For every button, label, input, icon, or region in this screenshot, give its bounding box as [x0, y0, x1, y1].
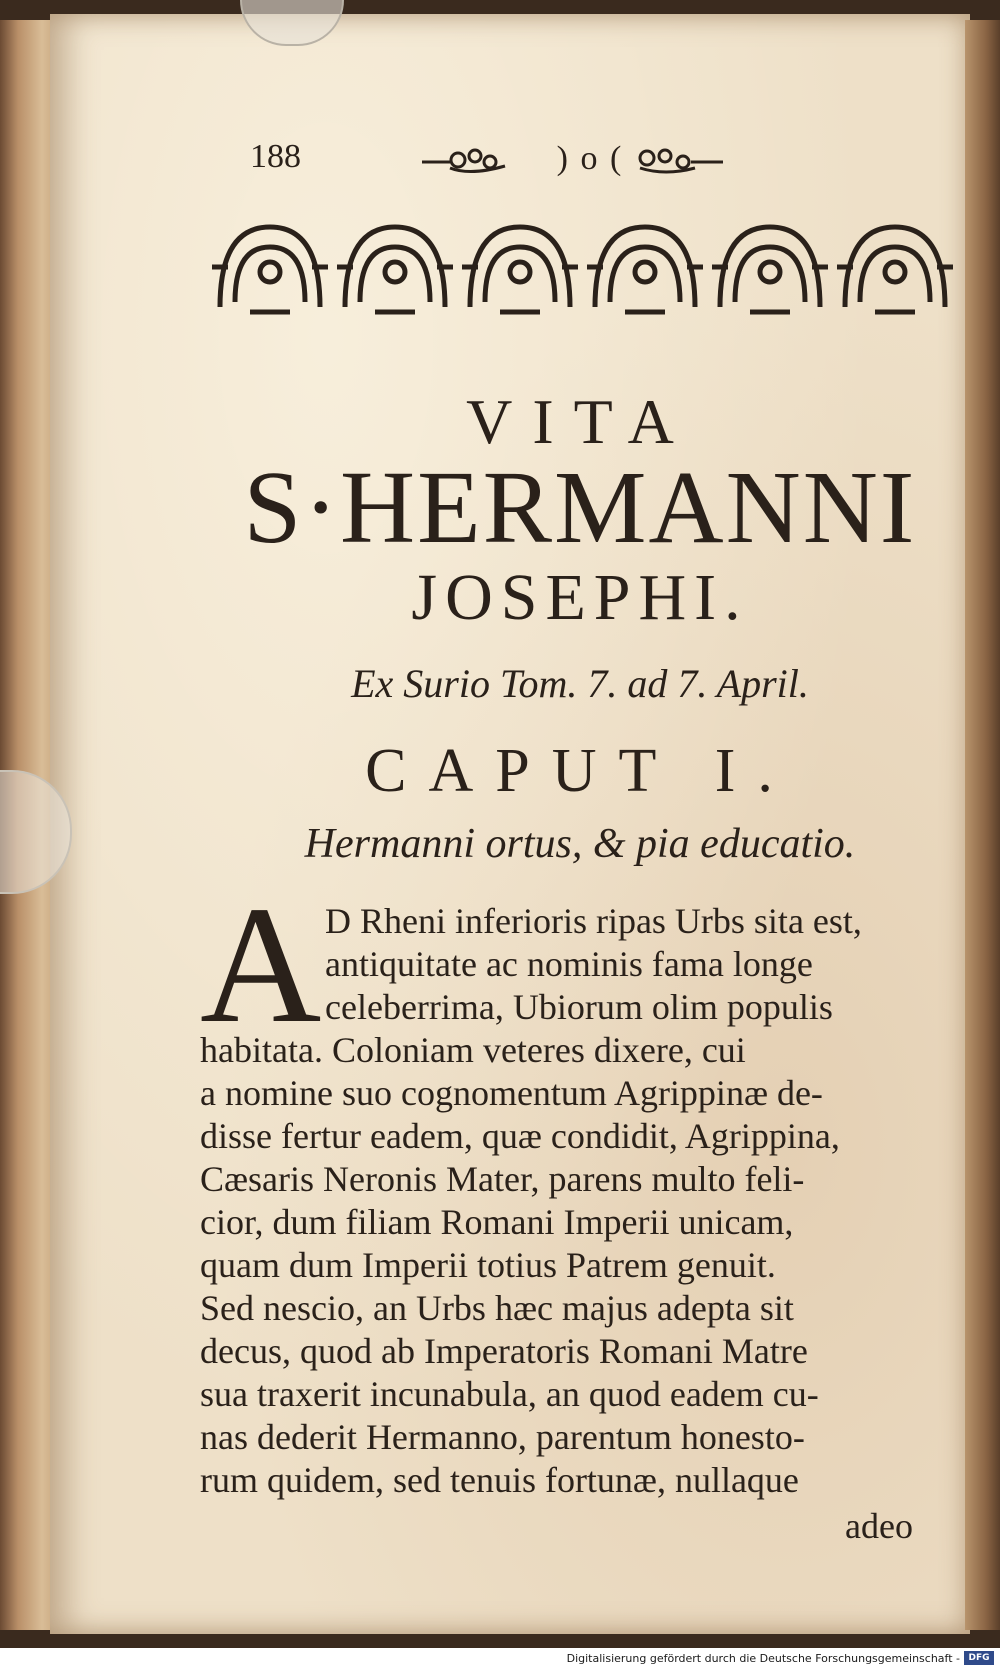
running-head: ) o ( [556, 140, 624, 177]
title-line-2: S·HERMANNI [243, 450, 917, 565]
dfg-logo: DFG [964, 1651, 994, 1665]
body-line: celeberrima, Ubiorum olim populis [325, 987, 833, 1027]
fleuron-right-icon [635, 146, 725, 176]
body-line: habitata. Coloniam veteres dixere, cui [200, 1030, 746, 1070]
source-citation: Ex Surio Tom. 7. ad 7. April. [351, 661, 809, 706]
body-line: a nomine suo cognomentum Agrippinæ de- [200, 1073, 823, 1113]
chapter-heading: CAPUT I. [365, 737, 795, 805]
body-line: antiquitate ac nominis fama longe [325, 944, 813, 984]
drop-capital: A [200, 872, 322, 1058]
ornamental-headpiece-icon [210, 212, 965, 322]
book-edge-right [965, 20, 1000, 1630]
body-line: quam dum Imperii totius Patrem genuit. [200, 1245, 776, 1285]
chapter-subtitle: Hermanni ortus, & pia educatio. [304, 821, 856, 867]
body-line: D Rheni inferioris ripas Urbs sita est, [325, 901, 862, 941]
page-header [250, 138, 770, 182]
body-line: disse fertur eadem, quæ condidit, Agrippina, [200, 1116, 840, 1156]
title-line-3: JOSEPHI. [411, 561, 749, 634]
body-line: nas dederit Hermanno, parentum honesto- [200, 1417, 805, 1457]
body-line: rum quidem, sed tenuis fortunæ, nullaque [200, 1460, 799, 1500]
body-line: cior, dum filiam Romani Imperii unicam, [200, 1202, 794, 1242]
body-line: Sed nescio, an Urbs hæc majus adepta sit [200, 1288, 794, 1328]
body-line: decus, quod ab Imperatoris Romani Matre [200, 1331, 808, 1371]
digitization-credit: Digitalisierung gefördert durch die Deutsche Forschungsgemeinschaft - [566, 1652, 960, 1665]
catchword: adeo [845, 1506, 913, 1546]
title-line-1: VITA [466, 386, 694, 457]
body-line: sua traxerit incunabula, an quod eadem cu- [200, 1374, 819, 1414]
page-number: 188 [250, 138, 301, 175]
body-line: Cæsaris Neronis Mater, parens multo feli- [200, 1159, 805, 1199]
